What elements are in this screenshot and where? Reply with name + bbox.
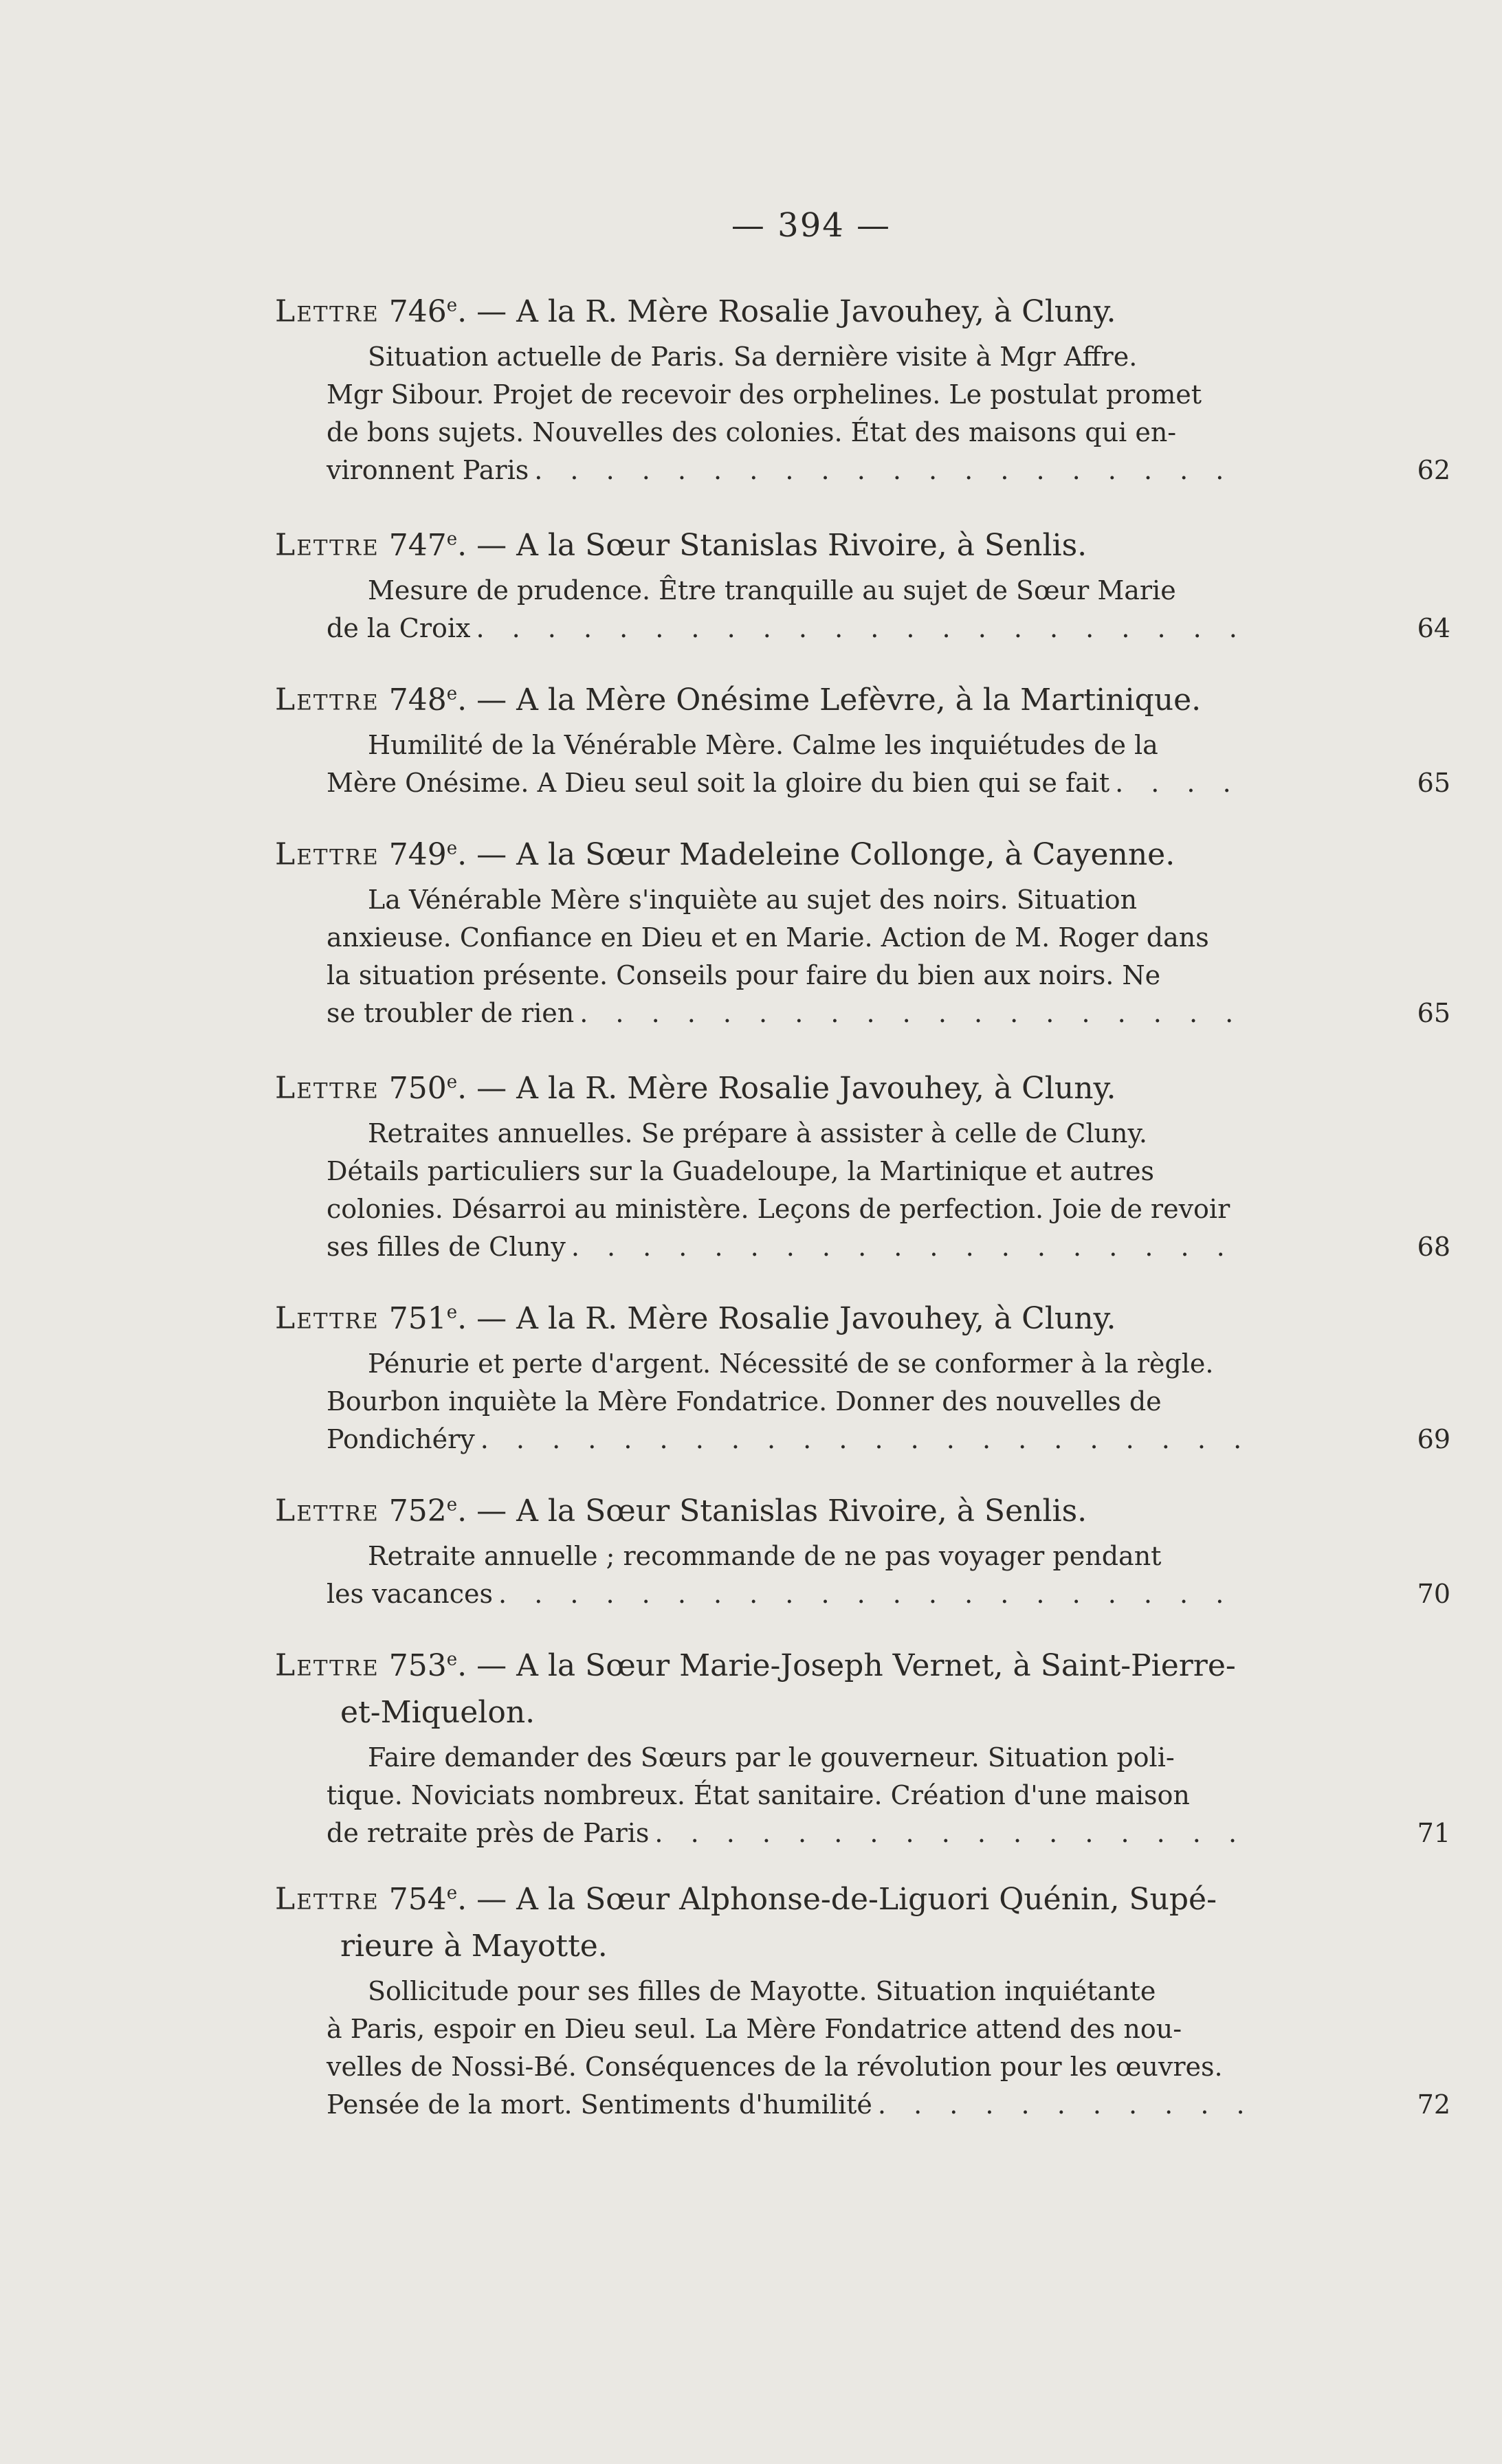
summary-line: Mesure de prudence. Être tranquille au sujet de Sœur Marie	[368, 575, 1176, 606]
summary-line: à Paris, espoir en Dieu seul. La Mère Fondatrice attend des nou-	[327, 2013, 1182, 2044]
toc-entry-754	[275, 1869, 1450, 2124]
entry-summary	[275, 1538, 1450, 1613]
summary-last-line	[275, 610, 1244, 647]
summary-line: de bons sujets. Nouvelles des colonies. État des maisons qui en-	[327, 417, 1177, 447]
entry-title: 747e. — A la Sœur Stanislas Rivoire, à Senlis.	[379, 527, 1087, 563]
summary-line: ses filles de Cluny	[327, 1231, 566, 1262]
summary-line: Mgr Sibour. Projet de recevoir des orphelines. Le postulat promet	[327, 379, 1202, 410]
entry-title-continued: et-Miquelon.	[340, 1694, 535, 1730]
summary-line: Retraites annuelles. Se prépare à assister à celle de Cluny.	[368, 1118, 1147, 1148]
dot-leader	[476, 610, 1244, 647]
summary-line: Mère Onésime. A Dieu seul soit la gloire du bien qui se fait	[327, 767, 1110, 798]
entry-heading	[275, 1636, 1347, 1736]
entry-heading	[275, 515, 1347, 569]
summary-line: Sollicitude pour ses filles de Mayotte. Situation inquiétante	[368, 1975, 1156, 2006]
summary-line: Faire demander des Sœurs par le gouverneur. Situation poli-	[368, 1742, 1175, 1773]
summary-line: les vacances	[327, 1578, 494, 1609]
toc-entry-752	[275, 1481, 1450, 1613]
summary-line: colonies. Désarroi au ministère. Leçons de perfection. Joie de revoir	[327, 1193, 1230, 1224]
summary-line: de retraite près de Paris	[327, 1817, 650, 1848]
toc-entry-747	[275, 515, 1450, 647]
entry-heading	[275, 1058, 1347, 1112]
entry-summary	[275, 726, 1450, 802]
summary-line: de la Croix	[327, 612, 471, 643]
entry-heading	[275, 282, 1347, 335]
page-reference: 71	[1417, 1817, 1450, 1848]
summary-last-line	[275, 452, 1244, 489]
lettre-label: Lettre	[275, 293, 379, 329]
lettre-label: Lettre	[275, 527, 379, 563]
entry-title-continued: rieure à Mayotte.	[340, 1928, 608, 1964]
entry-summary	[275, 1973, 1450, 2124]
page-reference: 64	[1417, 612, 1450, 643]
entry-title: 753e. — A la Sœur Marie-Joseph Vernet, à Saint-Pierre-	[379, 1647, 1236, 1683]
entry-heading	[275, 670, 1347, 724]
page-reference: 68	[1417, 1231, 1450, 1262]
lettre-label: Lettre	[275, 1300, 379, 1336]
page-reference: 62	[1417, 454, 1450, 485]
page-number: — 394 —	[731, 206, 892, 245]
page-reference: 72	[1417, 2089, 1450, 2120]
summary-line: Pénurie et perte d'argent. Nécessité de se conformer à la règle.	[368, 1348, 1214, 1379]
lettre-label: Lettre	[275, 1493, 379, 1529]
page-reference: 70	[1417, 1578, 1450, 1609]
summary-line: se troubler de rien	[327, 997, 575, 1028]
entry-summary	[275, 1739, 1450, 1852]
lettre-label: Lettre	[275, 836, 379, 872]
entry-summary	[275, 1115, 1450, 1266]
entry-summary	[275, 881, 1450, 1032]
summary-line: tique. Noviciats nombreux. État sanitaire. Création d'une maison	[327, 1779, 1190, 1810]
dot-leader	[481, 1421, 1244, 1458]
summary-last-line	[275, 1421, 1244, 1458]
toc-entry-746	[275, 282, 1450, 489]
dot-leader	[498, 1575, 1244, 1613]
summary-last-line	[275, 995, 1244, 1032]
entry-title: 748e. — A la Mère Onésime Lefèvre, à la Martinique.	[379, 682, 1202, 718]
toc-entry-750	[275, 1058, 1450, 1266]
entry-heading	[275, 1289, 1347, 1342]
entry-summary	[275, 338, 1450, 489]
lettre-label: Lettre	[275, 682, 379, 718]
summary-line: la situation présente. Conseils pour faire du bien aux noirs. Ne	[327, 959, 1161, 990]
dot-leader	[534, 452, 1244, 489]
lettre-label: Lettre	[275, 1881, 379, 1917]
summary-line: La Vénérable Mère s'inquiète au sujet des noirs. Situation	[368, 884, 1138, 915]
summary-line: vironnent Paris	[327, 454, 529, 485]
toc-entry-749	[275, 825, 1450, 1032]
entry-title: 750e. — A la R. Mère Rosalie Javouhey, à Cluny.	[379, 1070, 1116, 1106]
toc-entry-753	[275, 1636, 1450, 1852]
dot-leader	[1115, 764, 1244, 802]
entry-title: 752e. — A la Sœur Stanislas Rivoire, à Senlis.	[379, 1493, 1087, 1529]
dot-leader	[654, 1814, 1244, 1852]
entry-title: 746e. — A la R. Mère Rosalie Javouhey, à Cluny.	[379, 293, 1116, 329]
summary-line: Humilité de la Vénérable Mère. Calme les inquiétudes de la	[368, 729, 1158, 760]
entry-summary	[275, 572, 1450, 647]
summary-last-line	[275, 1814, 1244, 1852]
page-reference: 65	[1417, 997, 1450, 1028]
summary-line: Détails particuliers sur la Guadeloupe, la Martinique et autres	[327, 1155, 1154, 1186]
summary-line: velles de Nossi-Bé. Conséquences de la révolution pour les œuvres.	[327, 2051, 1223, 2082]
page-reference: 69	[1417, 1423, 1450, 1454]
dot-leader	[878, 2086, 1244, 2124]
summary-line: anxieuse. Confiance en Dieu et en Marie. Action de M. Roger dans	[327, 922, 1209, 953]
summary-last-line	[275, 764, 1244, 802]
summary-line: Pensée de la mort. Sentiments d'humilité	[327, 2089, 872, 2120]
entry-title: 751e. — A la R. Mère Rosalie Javouhey, à Cluny.	[379, 1300, 1116, 1336]
entry-heading	[275, 1481, 1347, 1535]
dot-leader	[579, 995, 1244, 1032]
toc-entry-751	[275, 1289, 1450, 1458]
summary-line: Bourbon inquiète la Mère Fondatrice. Donner des nouvelles de	[327, 1386, 1162, 1417]
lettre-label: Lettre	[275, 1647, 379, 1683]
summary-last-line	[275, 1228, 1244, 1266]
page-reference: 65	[1417, 767, 1450, 798]
entry-heading	[275, 825, 1347, 878]
entry-title: 749e. — A la Sœur Madeleine Collonge, à Cayenne.	[379, 836, 1175, 872]
summary-last-line	[275, 1575, 1244, 1613]
entry-heading	[275, 1869, 1347, 1970]
entry-title: 754e. — A la Sœur Alphonse-de-Liguori Quénin, Supé-	[379, 1881, 1217, 1917]
lettre-label: Lettre	[275, 1070, 379, 1106]
entry-summary	[275, 1345, 1450, 1458]
toc-entry-748	[275, 670, 1450, 802]
summary-line: Retraite annuelle ; recommande de ne pas voyager pendant	[368, 1540, 1162, 1571]
summary-line: Pondichéry	[327, 1423, 475, 1454]
summary-last-line	[275, 2086, 1244, 2124]
summary-line: Situation actuelle de Paris. Sa dernière visite à Mgr Affre.	[368, 341, 1138, 372]
dot-leader	[571, 1228, 1244, 1266]
